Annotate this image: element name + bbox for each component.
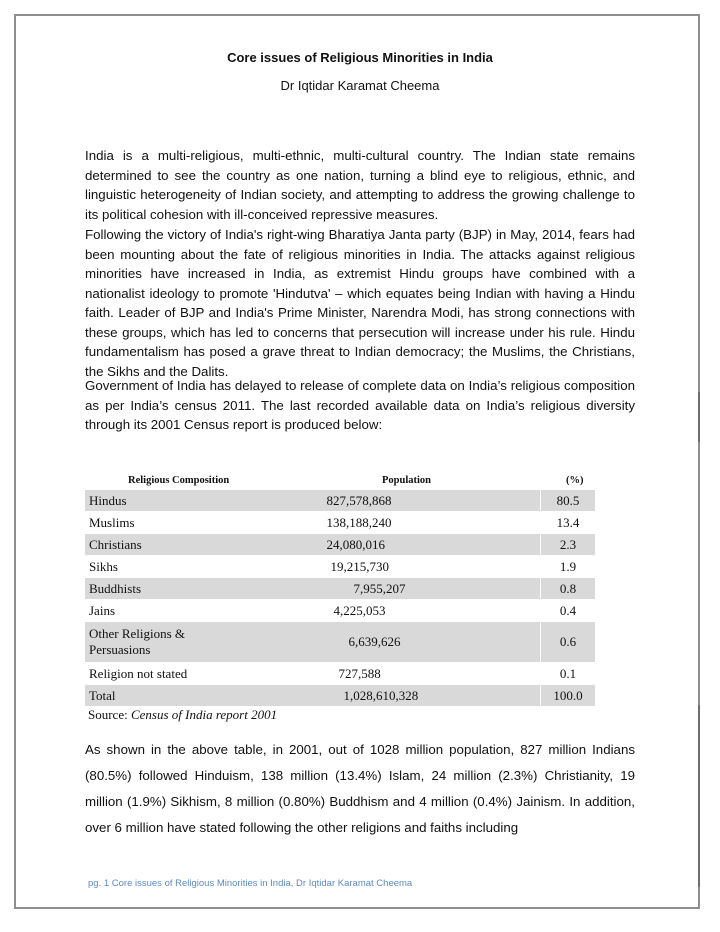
row-name: Religion not stated	[85, 663, 219, 685]
table-row	[85, 600, 595, 622]
table-row	[85, 663, 595, 685]
table-source	[88, 707, 277, 723]
row-percent: 80.5	[541, 490, 595, 512]
table-row	[85, 622, 595, 663]
row-percent: 13.4	[541, 512, 595, 534]
paragraph-bjp: Following the victory of India's right-wing Bharatiya Janta party (BJP) in May, 2014, fears had been mounting about the fate of religious minorities in India. The attacks against religious minorities have increased in India, as extremist Hindu groups have combined with a nationalist ideology to promote 'Hindutva' – which equates being Indian with having a Hindu faith. Leader of BJP and India's Prime Minister, Narendra Modi, has strong connections with these groups, which has led to concerns that persecution will increase under his rule. Hindu fundamentalism has posed a grave threat to Indian democracy; the Muslims, the Christians, the Sikhs and the Dalits.	[85, 227, 635, 379]
table-header-composition: Religious Composition	[128, 475, 230, 486]
row-population: 827,578,868	[219, 490, 541, 512]
row-name: Buddhists	[85, 578, 219, 600]
row-population: 1,028,610,328	[219, 685, 541, 707]
paragraph-summary: As shown in the above table, in 2001, out of 1028 million population, 827 million Indians (80.5%) followed Hinduism, 138 million (13.4%) Islam, 24 million (2.3%) Christianity, 19 million (1.9%) Sikhism, 8 million (0.80%) Buddhism and 4 million (0.4%) Jainism. In addition, over 6 million have stated following the other religions and faiths including	[85, 742, 635, 835]
row-name: Hindus	[85, 490, 219, 512]
paragraph-census: Government of India has delayed to release of complete data on India’s religious composition as per India’s census 2011. The last recorded available data on India’s religious diversity through its 2001 Census report is produced below:	[85, 378, 635, 432]
row-population: 138,188,240	[219, 512, 541, 534]
row-name: Other Religions & Persuasions	[85, 622, 219, 663]
row-percent: 0.6	[541, 622, 595, 663]
document-author: Dr Iqtidar Karamat Cheema	[280, 78, 440, 93]
table-row	[85, 490, 595, 512]
margin-marker	[698, 705, 700, 887]
row-population: 727,588	[219, 663, 541, 685]
row-percent: 0.8	[541, 578, 595, 600]
source-label: Source:	[88, 707, 128, 722]
page-footer: pg. 1 Core issues of Religious Minorities in India, Dr Iqtidar Karamat Cheema	[88, 878, 413, 889]
table-row	[85, 512, 595, 534]
margin-marker	[698, 392, 700, 442]
row-name: Total	[85, 685, 219, 707]
row-percent: 1.9	[541, 556, 595, 578]
row-name: Sikhs	[85, 556, 219, 578]
row-population: 4,225,053	[219, 600, 541, 622]
row-population: 19,215,730	[219, 556, 541, 578]
source-text: Census of India report 2001	[130, 707, 278, 722]
row-name: Muslims	[85, 512, 219, 534]
row-percent: 2.3	[541, 534, 595, 556]
table-row	[85, 556, 595, 578]
row-population: 24,080,016	[219, 534, 541, 556]
paragraph-intro: India is a multi-religious, multi-ethnic, multi-cultural country. The Indian state remains determined to see the country as one nation, turning a blind eye to religious, ethnic, and linguistic heterogeneity of Indian society, and attempting to address the growing challenge to its political cohesion with ill-conceived repressive measures.	[85, 148, 635, 222]
table-row	[85, 578, 595, 600]
religion-table	[85, 490, 595, 707]
table-row	[85, 534, 595, 556]
table-header-population: Population	[382, 475, 432, 486]
table-header-percent: (%)	[566, 475, 584, 486]
row-name: Jains	[85, 600, 219, 622]
table-row-total	[85, 685, 595, 707]
row-percent: 100.0	[541, 685, 595, 707]
row-percent: 0.4	[541, 600, 595, 622]
row-percent: 0.1	[541, 663, 595, 685]
row-population: 7,955,207	[219, 578, 541, 600]
row-name: Christians	[85, 534, 219, 556]
document-title: Core issues of Religious Minorities in India	[227, 50, 493, 65]
row-population: 6,639,626	[219, 622, 541, 663]
